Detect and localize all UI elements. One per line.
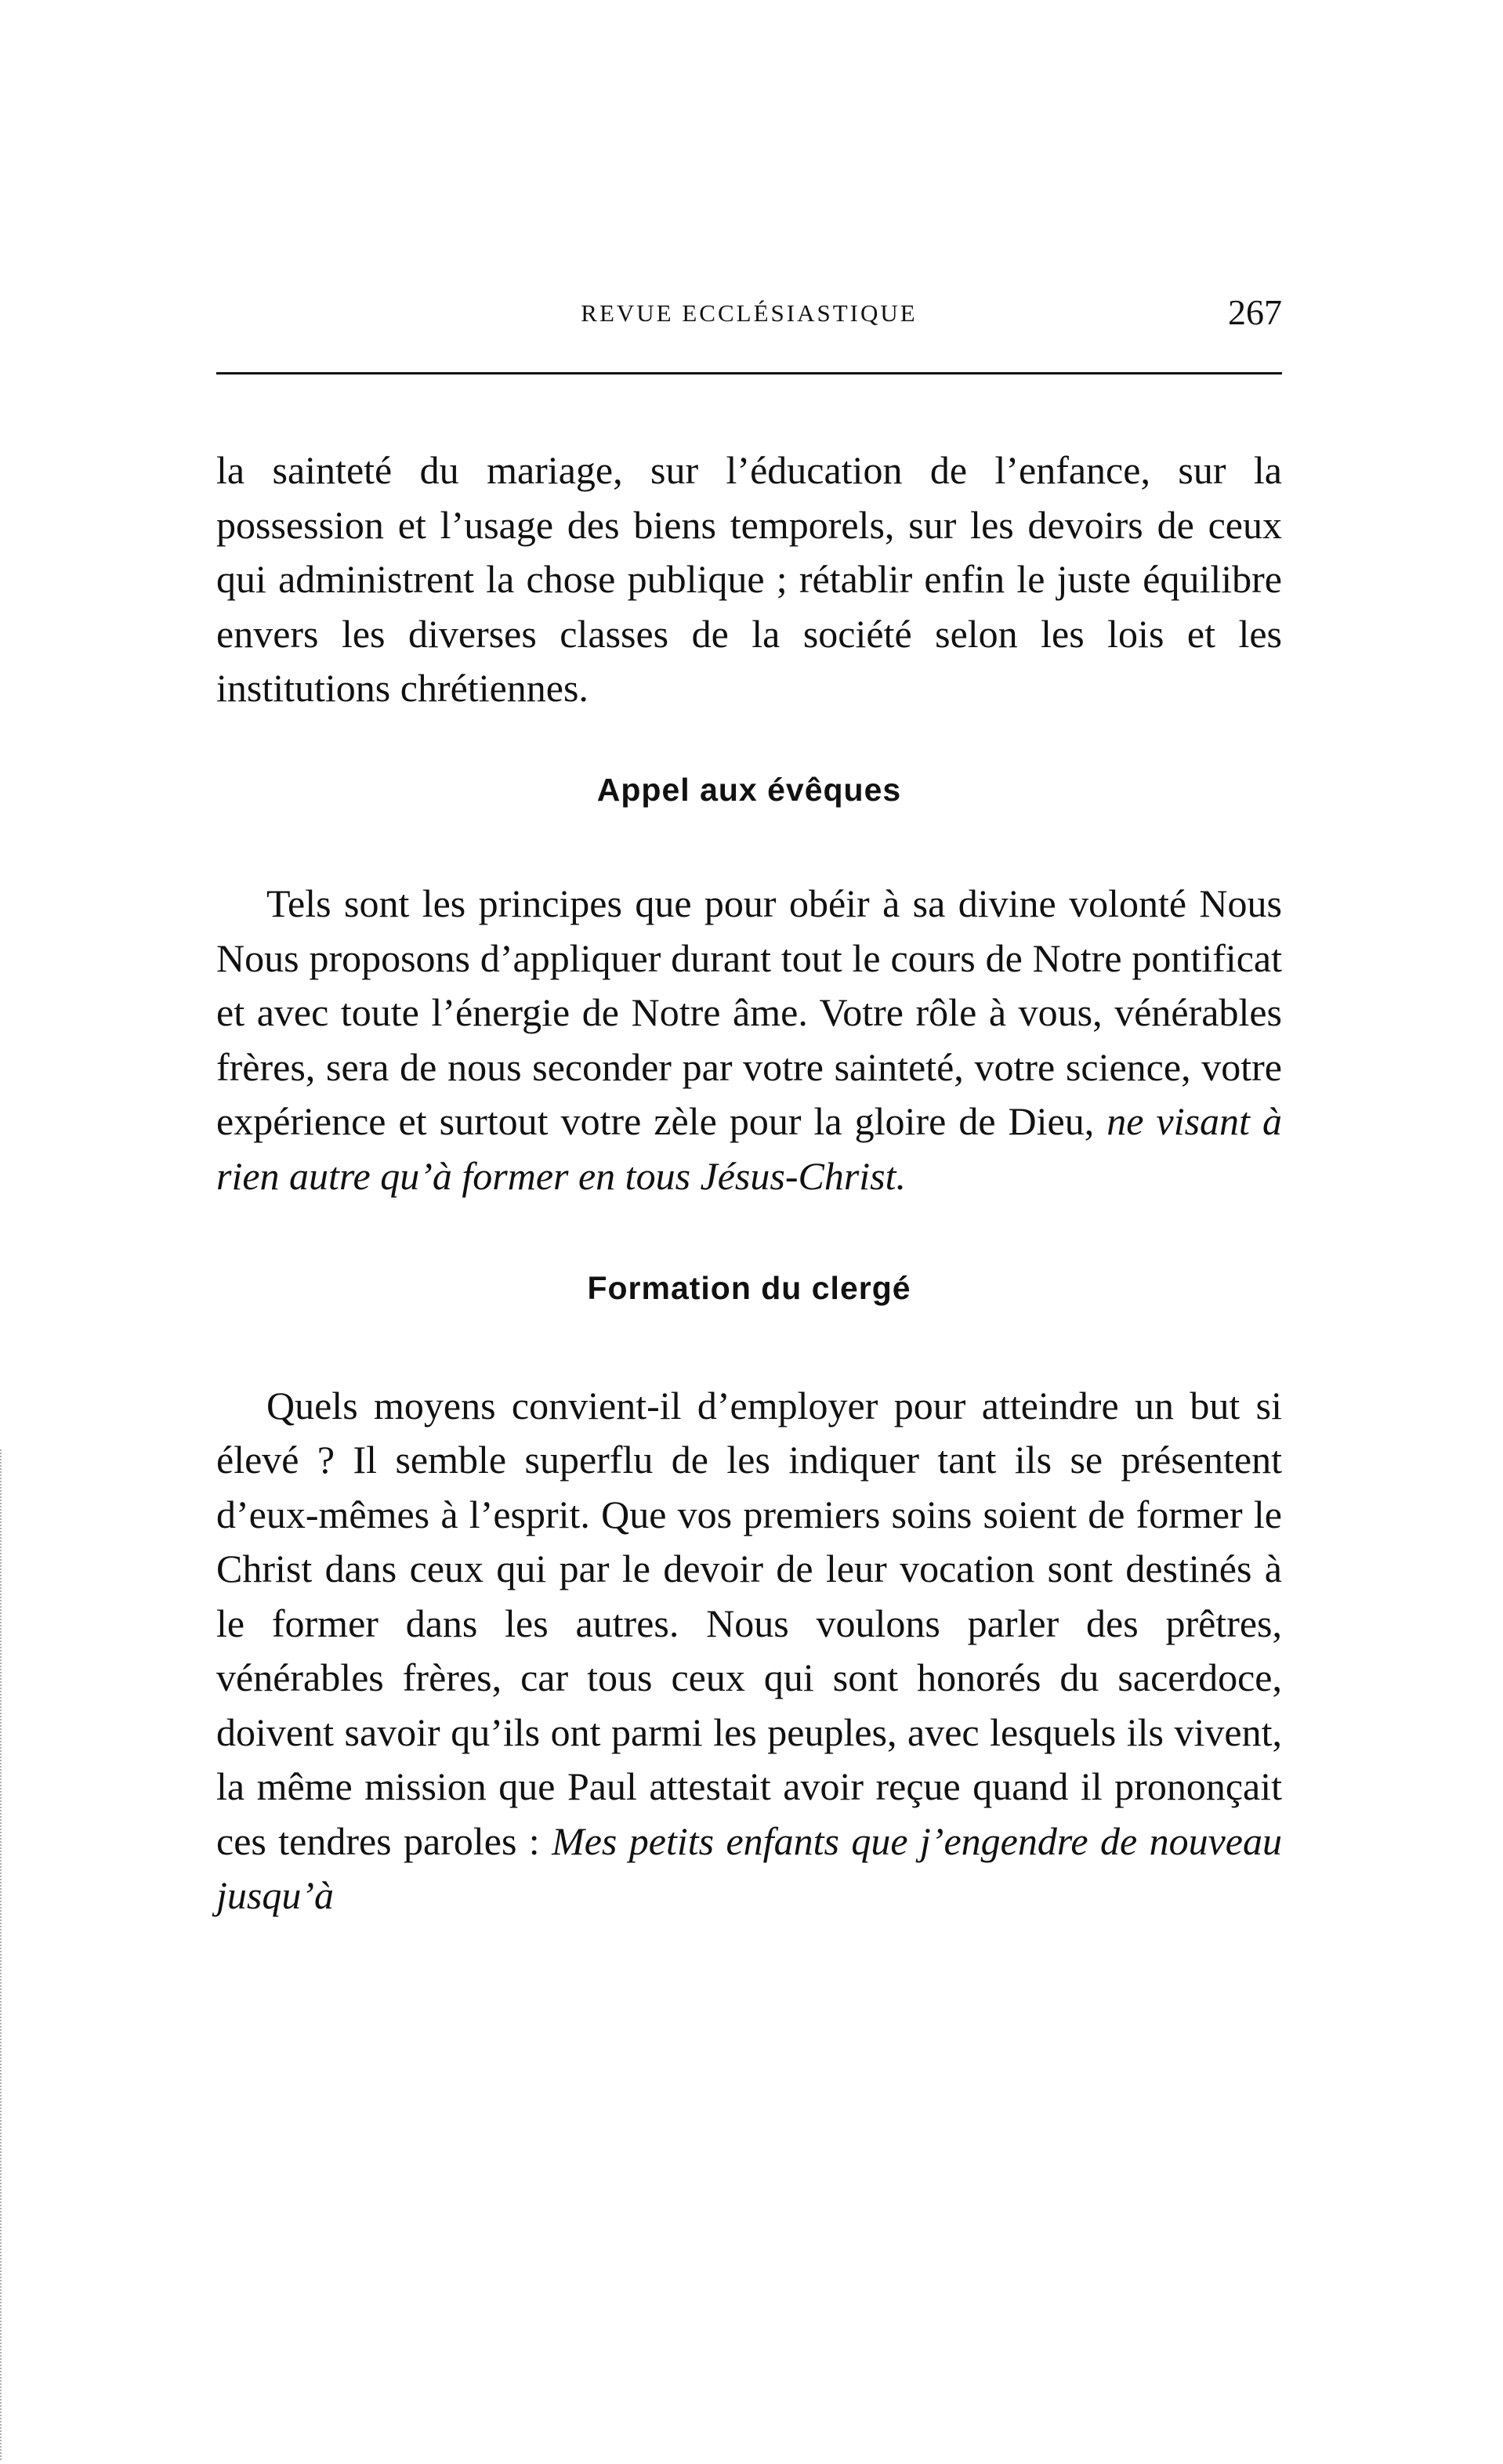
running-title: REVUE ECCLÉSIASTIQUE (581, 299, 918, 327)
paragraph-appel (216, 877, 1282, 1203)
paragraph-formation-text: Quels moyens convient-il d’employer pour atteindre un but si élevé ? Il semble superflu de les indiquer tant ils se présentent d’eux-mêmes à l’esprit. Que vos premiers soins soient de former le Christ dans ceux qui par le devoir de leur vocation sont destinés à le former dans les autres. Nous voulons parler des prêtres, vénérables frères, car tous ceux qui sont honorés du sacerdoce, doivent savoir qu’ils ont parmi les peuples, avec lesquels ils vivent, la même mission que Paul attestait avoir reçue quand il prononçait ces tendres paroles : (216, 1383, 1282, 1863)
header-rule (216, 372, 1282, 374)
paragraph-formation (216, 1379, 1282, 1923)
section-heading-formation: Formation du clergé (587, 1270, 911, 1306)
scan-margin-marks (0, 1449, 25, 2460)
paragraph-formation-italic: Mes petits enfants que j’engendre de nouveau jusqu’à (216, 1818, 1282, 1917)
paragraph-appel-italic: ne visant à rien autre qu’à former en tous Jésus-Christ. (216, 1099, 1282, 1198)
section-heading-appel: Appel aux évêques (596, 771, 902, 808)
page-number: 267 (1228, 292, 1282, 332)
paragraph-continuation: la sainteté du mariage, sur l’éducation de l’enfance, sur la possession et l’usage des biens temporels, sur les devoirs de ceux qui administrent la chose publique ; rétablir enfin le juste équilibre envers les diverses classes de la société selon les lois et les institutions chrétiennes. (216, 448, 1282, 710)
paragraph-appel-text: Tels sont les principes que pour obéir à sa divine volonté Nous Nous proposons d’appliquer durant tout le cours de Notre pontificat et avec toute l’énergie de Notre âme. Votre rôle à vous, vénérables frères, sera de nous seconder par votre sainteté, votre science, votre expérience et surtout votre zèle pour la gloire de Dieu, (216, 881, 1282, 1143)
body-text (216, 443, 1282, 1923)
page-header (216, 291, 1282, 338)
